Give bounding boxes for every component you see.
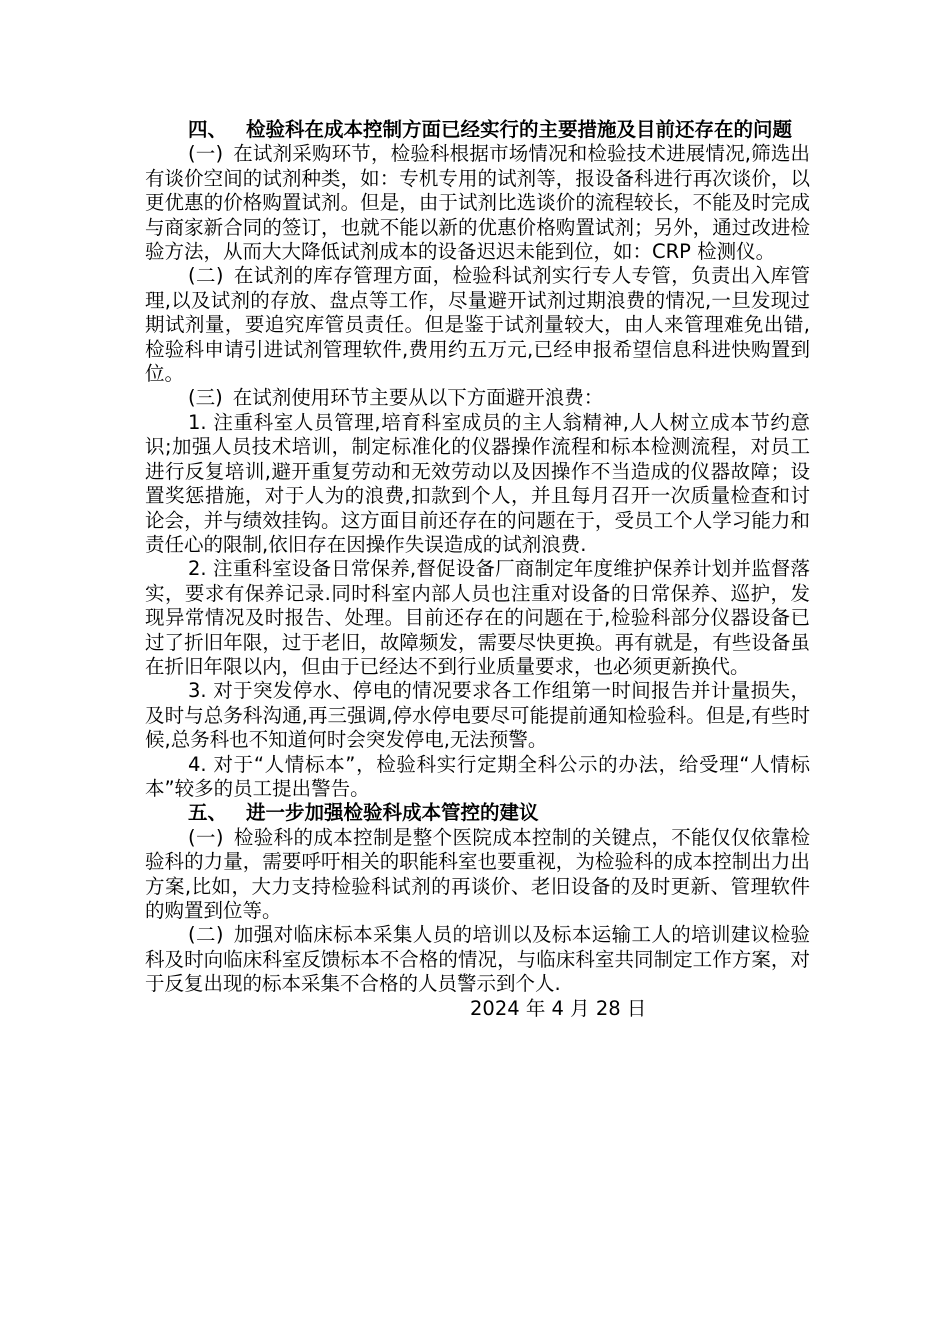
section-4-paragraph-2 xyxy=(145,264,810,386)
list-item-1: 1. 注重科室人员管理,培育科室成员的主人翁精神,人人树立成本节约意识;加强人员技术培训，制定标准化的仪器操作流程和标本检测流程，对员工进行反复培训,避开重复劳动和无效劳动以及因操作不当造成的仪器故障；设置奖惩措施，对于人为的浪费,扣款到个人，并且每月召开一次质量检查和讨论会，并与绩效挂钩。这方面目前还存在的问题在于，受员工个人学习能力和责任心的限制,依旧存在因操作失误造成的试剂浪费. xyxy=(145,410,810,556)
paragraph-text: 在试剂的库存管理方面，检验科试剂实行专人专管，负责出入库管理,以及试剂的存放、盘点等工作，尽量避开试剂过期浪费的情况,一旦发现过期试剂量，要追究库管员责任。但是鉴于试剂量较大，由人来管理难免出错,检验科申请引进试剂管理软件,费用约五万元,已经申报希望信息科进快购置到位。 xyxy=(145,264,810,386)
section-5-number: 五、 xyxy=(188,801,228,825)
document-date: 2024 年 4 月 28 日 xyxy=(470,996,647,1020)
section-4-title: 检验科在成本控制方面已经实行的主要措施及目前还存在的问题 xyxy=(246,118,793,141)
section-5-heading xyxy=(145,801,810,825)
paragraph-label: (二) xyxy=(188,264,224,288)
section-5-title: 进一步加强检验科成本管控的建议 xyxy=(246,801,539,825)
section-4-paragraph-1 xyxy=(145,142,810,264)
section-5-paragraph-1 xyxy=(145,826,810,924)
section-4-number: 四、 xyxy=(188,118,228,141)
paragraph-text: 检验科的成本控制是整个医院成本控制的关键点，不能仅仅依靠检验科的力量，需要呼吁相关的职能科室也要重视，为检验科的成本控制出力出方案,比如，大力支持检验科试剂的再谈价、老旧设备的及时更新、管理软件的购置到位等。 xyxy=(145,825,810,922)
section-5-paragraph-2 xyxy=(145,923,810,996)
paragraph-label: (三) xyxy=(188,386,223,410)
list-item-2: 2. 注重科室设备日常保养,督促设备厂商制定年度维护保养计划并监督落实，要求有保养记录.同时科室内部人员也注重对设备的日常保养、巡护，发现异常情况及时报告、处理。目前还存在的问题在于,检验科部分仪器设备已过了折旧年限，过于老旧，故障频发，需要尽快更换。再有就是，有些设备虽在折旧年限以内，但由于已经达不到行业质量要求，也必须更新换代。 xyxy=(145,557,810,678)
paragraph-label: (一) xyxy=(188,142,224,166)
paragraph-label: (一) xyxy=(188,825,224,849)
paragraph-label: (二) xyxy=(188,923,224,947)
document-body xyxy=(145,118,810,1021)
paragraph-text: 在试剂使用环节主要从以下方面避开浪费： xyxy=(232,386,604,410)
list-item-3: 3. 对于突发停水、停电的情况要求各工作组第一时间报告并计量损失，及时与总务科沟通,再三强调,停水停电要尽可能提前通知检验科。但是,有些时候,总务科也不知道何时会突发停电,无法预警。 xyxy=(145,679,810,752)
paragraph-text: 在试剂采购环节，检验科根据市场情况和检验技术进展情况,筛选出有谈价空间的试剂种类，如：专机专用的试剂等，报设备科进行再次谈价，以更优惠的价格购置试剂。但是，由于试剂比选谈价的流程较长，不能及时完成与商家新合同的签订，也就不能以新的优惠价格购置试剂；另外，通过改进检验方法，从而大大降低试剂成本的设备迟迟未能到位，如：CRP 检测仪。 xyxy=(145,142,811,264)
section-4-heading xyxy=(145,118,810,142)
paragraph-text: 加强对临床标本采集人员的培训以及标本运输工人的培训建议检验科及时向临床科室反馈标本不合格的情况，与临床科室共同制定工作方案，对于反复出现的标本采集不合格的人员警示到个人. xyxy=(145,923,810,996)
list-item-4: 4. 对于“人情标本”，检验科实行定期全科公示的办法，给受理“人情标本”较多的员工提出警告。 xyxy=(145,752,810,800)
section-4-paragraph-3 xyxy=(145,386,810,410)
